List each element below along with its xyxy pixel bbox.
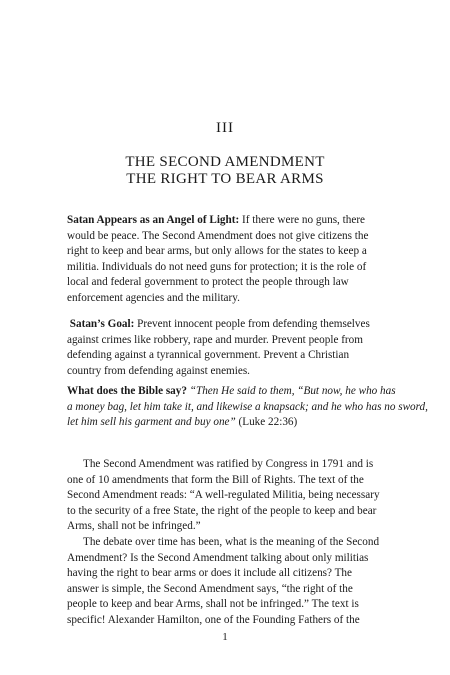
- scripture-quote: “Then He said to them, “But now, he who has: [186, 385, 396, 397]
- paragraph-line: The Second Amendment was ratified by Congress in 1791 and is: [83, 458, 374, 470]
- section-text-line: would be peace. The Second Amendment does not give citizens the: [67, 229, 369, 242]
- section-text-line: country from defending against enemies.: [67, 364, 250, 377]
- chapter-title-line-2: THE RIGHT TO BEAR ARMS: [126, 171, 324, 187]
- section-label: What does the Bible say?: [67, 385, 187, 397]
- paragraph-line: one of 10 amendments that form the Bill of Rights. The text of the: [67, 473, 364, 486]
- paragraph-line: Second Amendment reads: “A well-regulated Militia, being necessary: [67, 489, 380, 502]
- scripture-reference: (Luke 22:36): [235, 416, 298, 429]
- paragraph-line: having the right to bear arms or does it include all citizens? The: [67, 567, 352, 580]
- page-number: 1: [222, 631, 228, 643]
- scripture-quote: let him sell his garment and buy one”: [67, 416, 236, 429]
- section-label: Satan Appears as an Angel of Light:: [67, 214, 240, 226]
- paragraph-line: answer is simple, the Second Amendment says, “the right of the: [67, 582, 353, 595]
- chapter-number: III: [216, 120, 234, 136]
- section-text-line: local and federal government to protect the people through law: [67, 276, 349, 289]
- paragraph-line: people to keep and bear Arms, shall not be infringed.” The text is: [67, 598, 359, 611]
- section-text-line: against crimes like robbery, rape and murder. Prevent people from: [67, 333, 363, 346]
- chapter-title-line-1: THE SECOND AMENDMENT: [125, 154, 325, 170]
- paragraph-line: Amendment? Is the Second Amendment talking about only militias: [67, 551, 369, 564]
- section-label: Satan’s Goal:: [69, 318, 135, 330]
- body-paragraphs: [67, 457, 400, 629]
- section-text-line: militia. Individuals do not need guns for protection; it is the role of: [67, 260, 367, 273]
- scripture-quote: a money bag, let him take it, and likewise a knapsack; and he who has no sword,: [67, 400, 428, 413]
- paragraph-line: to the security of a free State, the right of the people to keep and bear: [67, 504, 377, 517]
- paragraph-line: specific! Alexander Hamilton, one of the Founding Fathers of the: [67, 613, 360, 626]
- section-bible-quote: [67, 384, 428, 431]
- chapter-title: [0, 154, 450, 188]
- section-text-line: defending against a tyrannical government. Prevent a Christian: [67, 349, 350, 362]
- section-satans-goal: [67, 317, 400, 379]
- section-text-line: Prevent innocent people from defending themselves: [134, 318, 370, 330]
- paragraph-line: Arms, shall not be infringed.”: [67, 520, 201, 533]
- section-text-line: enforcement agencies and the military.: [67, 291, 240, 304]
- paragraph-line: The debate over time has been, what is the meaning of the Second: [83, 535, 380, 548]
- section-angel-of-light: [67, 213, 400, 307]
- section-text-line: right to keep and bear arms, but only allows for the states to keep a: [67, 245, 367, 258]
- section-text-line: If there were no guns, there: [239, 214, 366, 226]
